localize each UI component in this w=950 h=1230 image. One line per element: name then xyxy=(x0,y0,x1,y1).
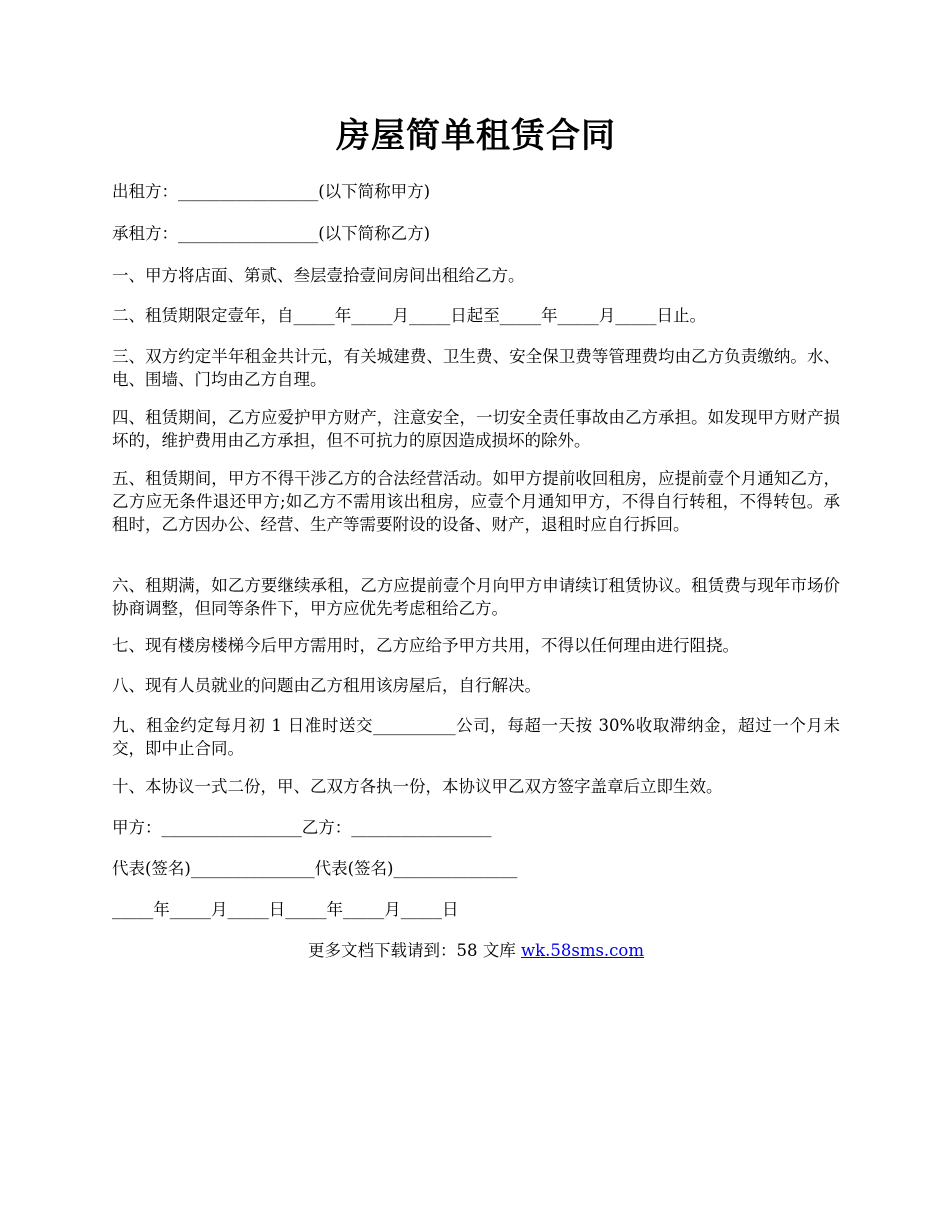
clause-2: 二、租赁期限定壹年，自_____年_____月_____日起至_____年_____月_____日止。 xyxy=(112,306,706,325)
signature-representatives-line: 代表(签名)_______________代表(签名)_______________ xyxy=(112,859,518,878)
signature-parties-line: 甲方：_________________乙方：_________________ xyxy=(112,818,492,837)
document-title: 房屋简单租赁合同 xyxy=(336,116,616,156)
clause-1: 一、甲方将店面、第贰、叁层壹拾壹间房间出租给乙方。 xyxy=(112,266,525,285)
clause-4: 四、租赁期间，乙方应爱护甲方财产，注意安全，一切安全责任事故由乙方承担。如发现甲方财产损坏的，维护费用由乙方承担，但不可抗力的原因造成损坏的除外。 xyxy=(112,408,840,450)
clause-3: 三、双方约定半年租金共计元，有关城建费、卫生费、安全保卫费等管理费均由乙方负责缴纳。水、电、围墙、门均由乙方自理。 xyxy=(112,347,840,389)
lessee-line: 承租方：_________________(以下简称乙方) xyxy=(112,224,431,243)
signature-dates-line: _____年_____月_____日_____年_____月_____日 xyxy=(112,900,459,919)
footer-link[interactable]: wk.58sms.com xyxy=(520,941,644,960)
footer xyxy=(112,939,840,962)
clause-7: 七、现有楼房楼梯今后甲方需用时，乙方应给予甲方共用，不得以任何理由进行阻挠。 xyxy=(112,636,739,655)
clause-6: 六、租期满，如乙方要继续承租，乙方应提前壹个月向甲方申请续订租赁协议。租赁费与现年市场价协商调整，但同等条件下，甲方应优先考虑租给乙方。 xyxy=(112,576,840,618)
clause-10: 十、本协议一式二份，甲、乙双方各执一份，本协议甲乙双方签字盖章后立即生效。 xyxy=(112,777,723,796)
clause-9: 九、租金约定每月初 1 日准时送交__________公司，每超一天按 30%收取滞纳金，超过一个月未交，即中止合同。 xyxy=(112,716,840,758)
clause-5: 五、租赁期间，甲方不得干涉乙方的合法经营活动。如甲方提前收回租房，应提前壹个月通知乙方，乙方应无条件退还甲方;如乙方不需用该出租房，应壹个月通知甲方，不得自行转租，不得转包。承租时，乙方因办公、经营、生产等需要附设的设备、财产，退租时应自行拆回。 xyxy=(112,469,840,534)
lessor-line: 出租方：_________________(以下简称甲方) xyxy=(112,182,431,201)
footer-text: 更多文档下载请到：58 文库 xyxy=(307,941,521,960)
clause-8: 八、现有人员就业的问题由乙方租用该房屋后，自行解决。 xyxy=(112,676,541,695)
